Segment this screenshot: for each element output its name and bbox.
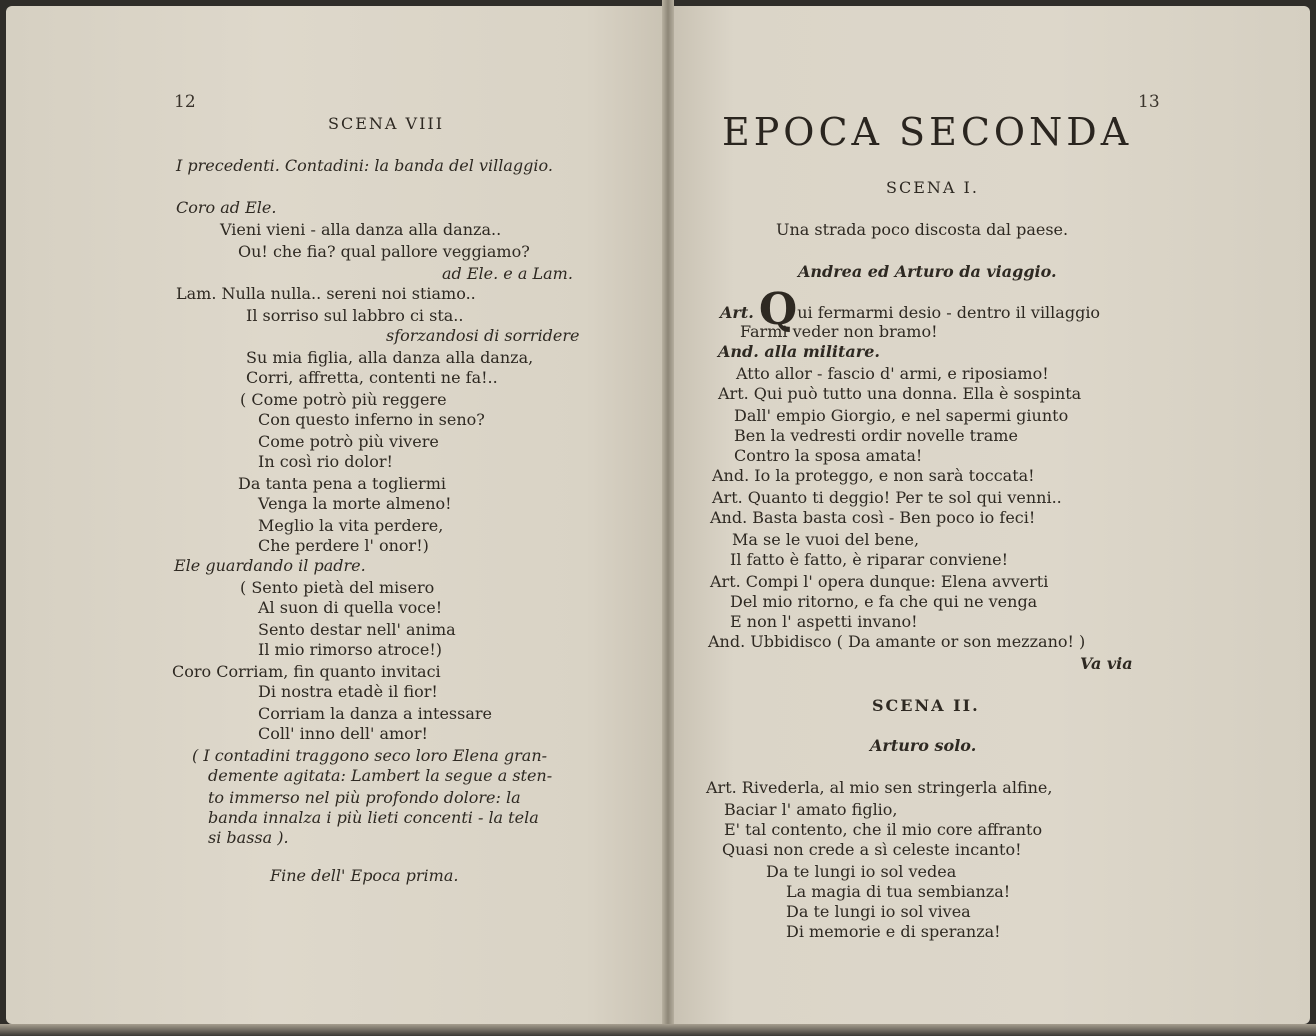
characters-line: Arturo solo. (870, 736, 977, 755)
verse-line: Contro la sposa amata! (734, 446, 923, 465)
verse-line: Che perdere l' onor!) (258, 536, 429, 555)
verse-text: ui fermarmi desio - dentro il villaggio (797, 303, 1101, 322)
setting-line: Una strada poco discosta dal paese. (776, 220, 1069, 239)
verse-line: Art. Compi l' opera dunque: Elena avverti (710, 572, 1049, 591)
verse-line: Da te lungi io sol vedea (766, 862, 957, 881)
characters-line: Andrea ed Arturo da viaggio. (798, 262, 1057, 281)
left-page (6, 6, 666, 1024)
verse-line: ( Sento pietà del misero (240, 578, 435, 597)
verse-line: Da te lungi io sol vivea (786, 902, 971, 921)
page-number: 13 (1138, 92, 1160, 112)
stage-direction: Ele guardando il padre. (174, 556, 366, 575)
scene-heading: SCENA I. (886, 178, 979, 197)
verse-line: Vieni vieni - alla danza alla danza.. (220, 220, 502, 239)
verse-line: Il mio rimorso atroce!) (258, 640, 443, 659)
verse-line: ( Come potrò più reggere (240, 390, 447, 409)
stage-direction: ( I contadini traggono seco loro Elena gran- (192, 746, 548, 765)
verse-line: Corri, affretta, contenti ne fa!.. (246, 368, 498, 387)
verse-line: Da tanta pena a togliermi (238, 474, 446, 493)
scene-heading: SCENA VIII (328, 114, 445, 133)
verse-line: Ma se le vuoi del bene, (732, 530, 920, 549)
verse-line: And. Io la proteggo, e non sarà toccata! (712, 466, 1035, 485)
speaker-label: Art. (720, 303, 754, 322)
right-page (670, 6, 1310, 1024)
verse-line: Al suon di quella voce! (258, 598, 443, 617)
drop-cap: Q (758, 284, 798, 335)
verse-line: Su mia figlia, alla danza alla danza, (246, 348, 534, 367)
stage-direction: si bassa ). (208, 828, 289, 847)
scene-heading: SCENA II. (872, 696, 980, 715)
verse-line: Art. Rivederla, al mio sen stringerla alfine, (706, 778, 1053, 797)
verse-line: Art. Quanto ti deggio! Per te sol qui venni.. (712, 488, 1062, 507)
verse-line: Atto allor - fascio d' armi, e riposiamo! (736, 364, 1049, 383)
stage-direction: to immerso nel più profondo dolore: la (208, 788, 521, 807)
verse-line: Coro Corriam, fin quanto invitaci (172, 662, 441, 681)
epoch-end: Fine dell' Epoca prima. (270, 866, 459, 885)
verse-line: Come potrò più vivere (258, 432, 439, 451)
verse-line: Meglio la vita perdere, (258, 516, 444, 535)
verse-line: Ou! che fia? qual pallore veggiamo? (238, 242, 530, 261)
verse-line: Di memorie e di speranza! (786, 922, 1001, 941)
page-number: 12 (174, 92, 196, 112)
book-gutter (662, 0, 674, 1036)
verse-line: Coll' inno dell' amor! (258, 724, 428, 743)
verse-line: In così rio dolor! (258, 452, 393, 471)
characters-line: I precedenti. Contadini: la banda del villaggio. (176, 156, 553, 175)
verse-line: La magia di tua sembianza! (786, 882, 1011, 901)
verse-line: Con questo inferno in seno? (258, 410, 485, 429)
verse-line: Il fatto è fatto, è riparar conviene! (730, 550, 1008, 569)
verse-line: E non l' aspetti invano! (730, 612, 918, 631)
verse-line: Sento destar nell' anima (258, 620, 456, 639)
verse-line: E' tal contento, che il mio core affranto (724, 820, 1043, 839)
verse-line: Dall' empio Giorgio, e nel sapermi giunto (734, 406, 1069, 425)
verse-line: Del mio ritorno, e fa che qui ne venga (730, 592, 1038, 611)
stage-direction: ad Ele. e a Lam. (442, 264, 573, 283)
stage-direction: banda innalza i più lieti concenti - la tela (208, 808, 539, 827)
verse-line: Venga la morte almeno! (258, 494, 452, 513)
epoch-title: EPOCA SECONDA (722, 110, 1133, 154)
verse-line: Quasi non crede a sì celeste incanto! (722, 840, 1022, 859)
verse-line: Ben la vedresti ordir novelle trame (734, 426, 1018, 445)
page-edge (0, 1024, 1316, 1036)
verse-line: Baciar l' amato figlio, (724, 800, 898, 819)
verse-line: Art. Qui può tutto una donna. Ella è sospinta (718, 384, 1082, 403)
verse-line: And. Ubbidisco ( Da amante or son mezzano! ) (708, 632, 1086, 651)
stage-direction: And. alla militare. (718, 342, 880, 361)
verse-line: Di nostra etadè il fior! (258, 682, 438, 701)
stage-direction: sforzandosi di sorridere (386, 326, 580, 345)
verse-line: Farmi veder non bramo! (740, 322, 938, 341)
verse-line: Il sorriso sul labbro ci sta.. (246, 306, 464, 325)
verse-line: Coro ad Ele. (176, 198, 277, 217)
verse-line: Corriam la danza a intessare (258, 704, 492, 723)
verse-line: And. Basta basta così - Ben poco io feci! (710, 508, 1036, 527)
stage-direction: Va via (1080, 654, 1133, 673)
verse-line: Lam. Nulla nulla.. sereni noi stiamo.. (176, 284, 476, 303)
stage-direction: demente agitata: Lambert la segue a sten- (208, 766, 553, 785)
